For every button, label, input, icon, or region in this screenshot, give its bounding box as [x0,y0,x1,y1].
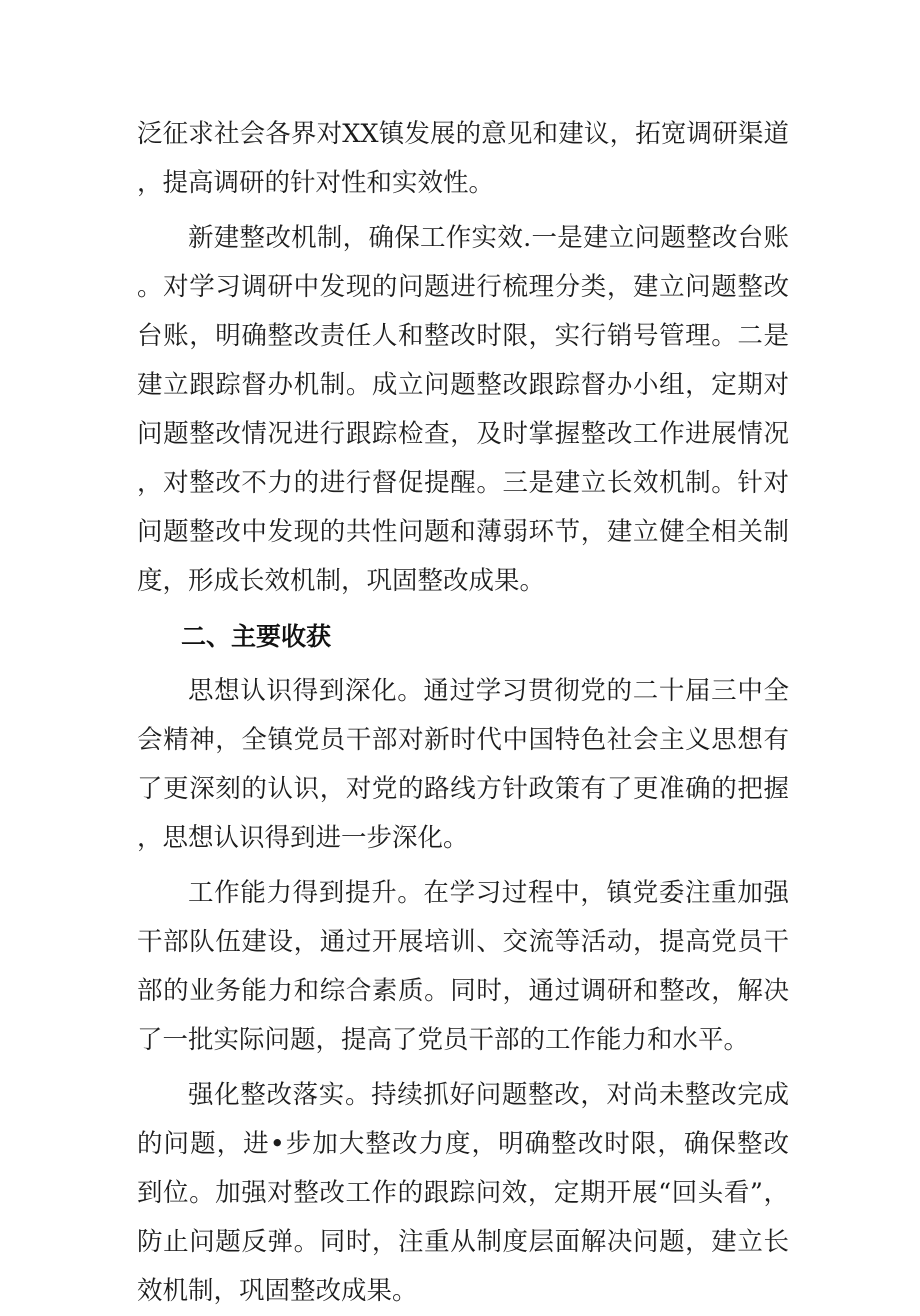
document-body [137,110,789,1316]
paragraph-strengthen-rectification: 强化整改落实。持续抓好问题整改，对尚未整改完成的问题，进•步加大整改力度，明确整改时限，确保整改到位。加强对整改工作的跟踪问效，定期开展“回头看”，防止问题反弹。同时，注重从制度层面解决问题，建立长效机制，巩固整改成果。 [137,1080,789,1306]
paragraph-rectification-mechanism: 新建整改机制，确保工作实效.一是建立问题整改台账。对学习调研中发现的问题进行梳理分类，建立问题整改台账，明确整改责任人和整改时限，实行销号管理。二是建立跟踪督办机制。成立问题整改跟踪督办小组，定期对问题整改情况进行跟踪检查，及时掌握整改工作进展情况，对整改不力的进行督促提醒。三是建立长效机制。针对问题整改中发现的共性问题和薄弱环节，建立健全相关制度，形成长效机制，巩固整改成果。 [137,223,789,596]
paragraph-thinking-deepened: 思想认识得到深化。通过学习贯彻党的二十届三中全会精神，全镇党员干部对新时代中国特色社会主义思想有了更深刻的认识，对党的路线方针政策有了更准确的把握，思想认识得到进一步深化。 [137,676,789,853]
paragraph-ability-improved: 工作能力得到提升。在学习过程中，镇党委注重加强干部队伍建设，通过开展培训、交流等活动，提高党员干部的业务能力和综合素质。同时，通过调研和整改，解决了一批实际问题，提高了党员干部的工作能力和水平。 [137,878,789,1055]
section-heading: 二、主要收获 [181,622,332,651]
paragraph-continued: 泛征求社会各界对XX镇发展的意见和建议，拓宽调研渠道，提高调研的针对性和实效性。 [137,119,789,198]
